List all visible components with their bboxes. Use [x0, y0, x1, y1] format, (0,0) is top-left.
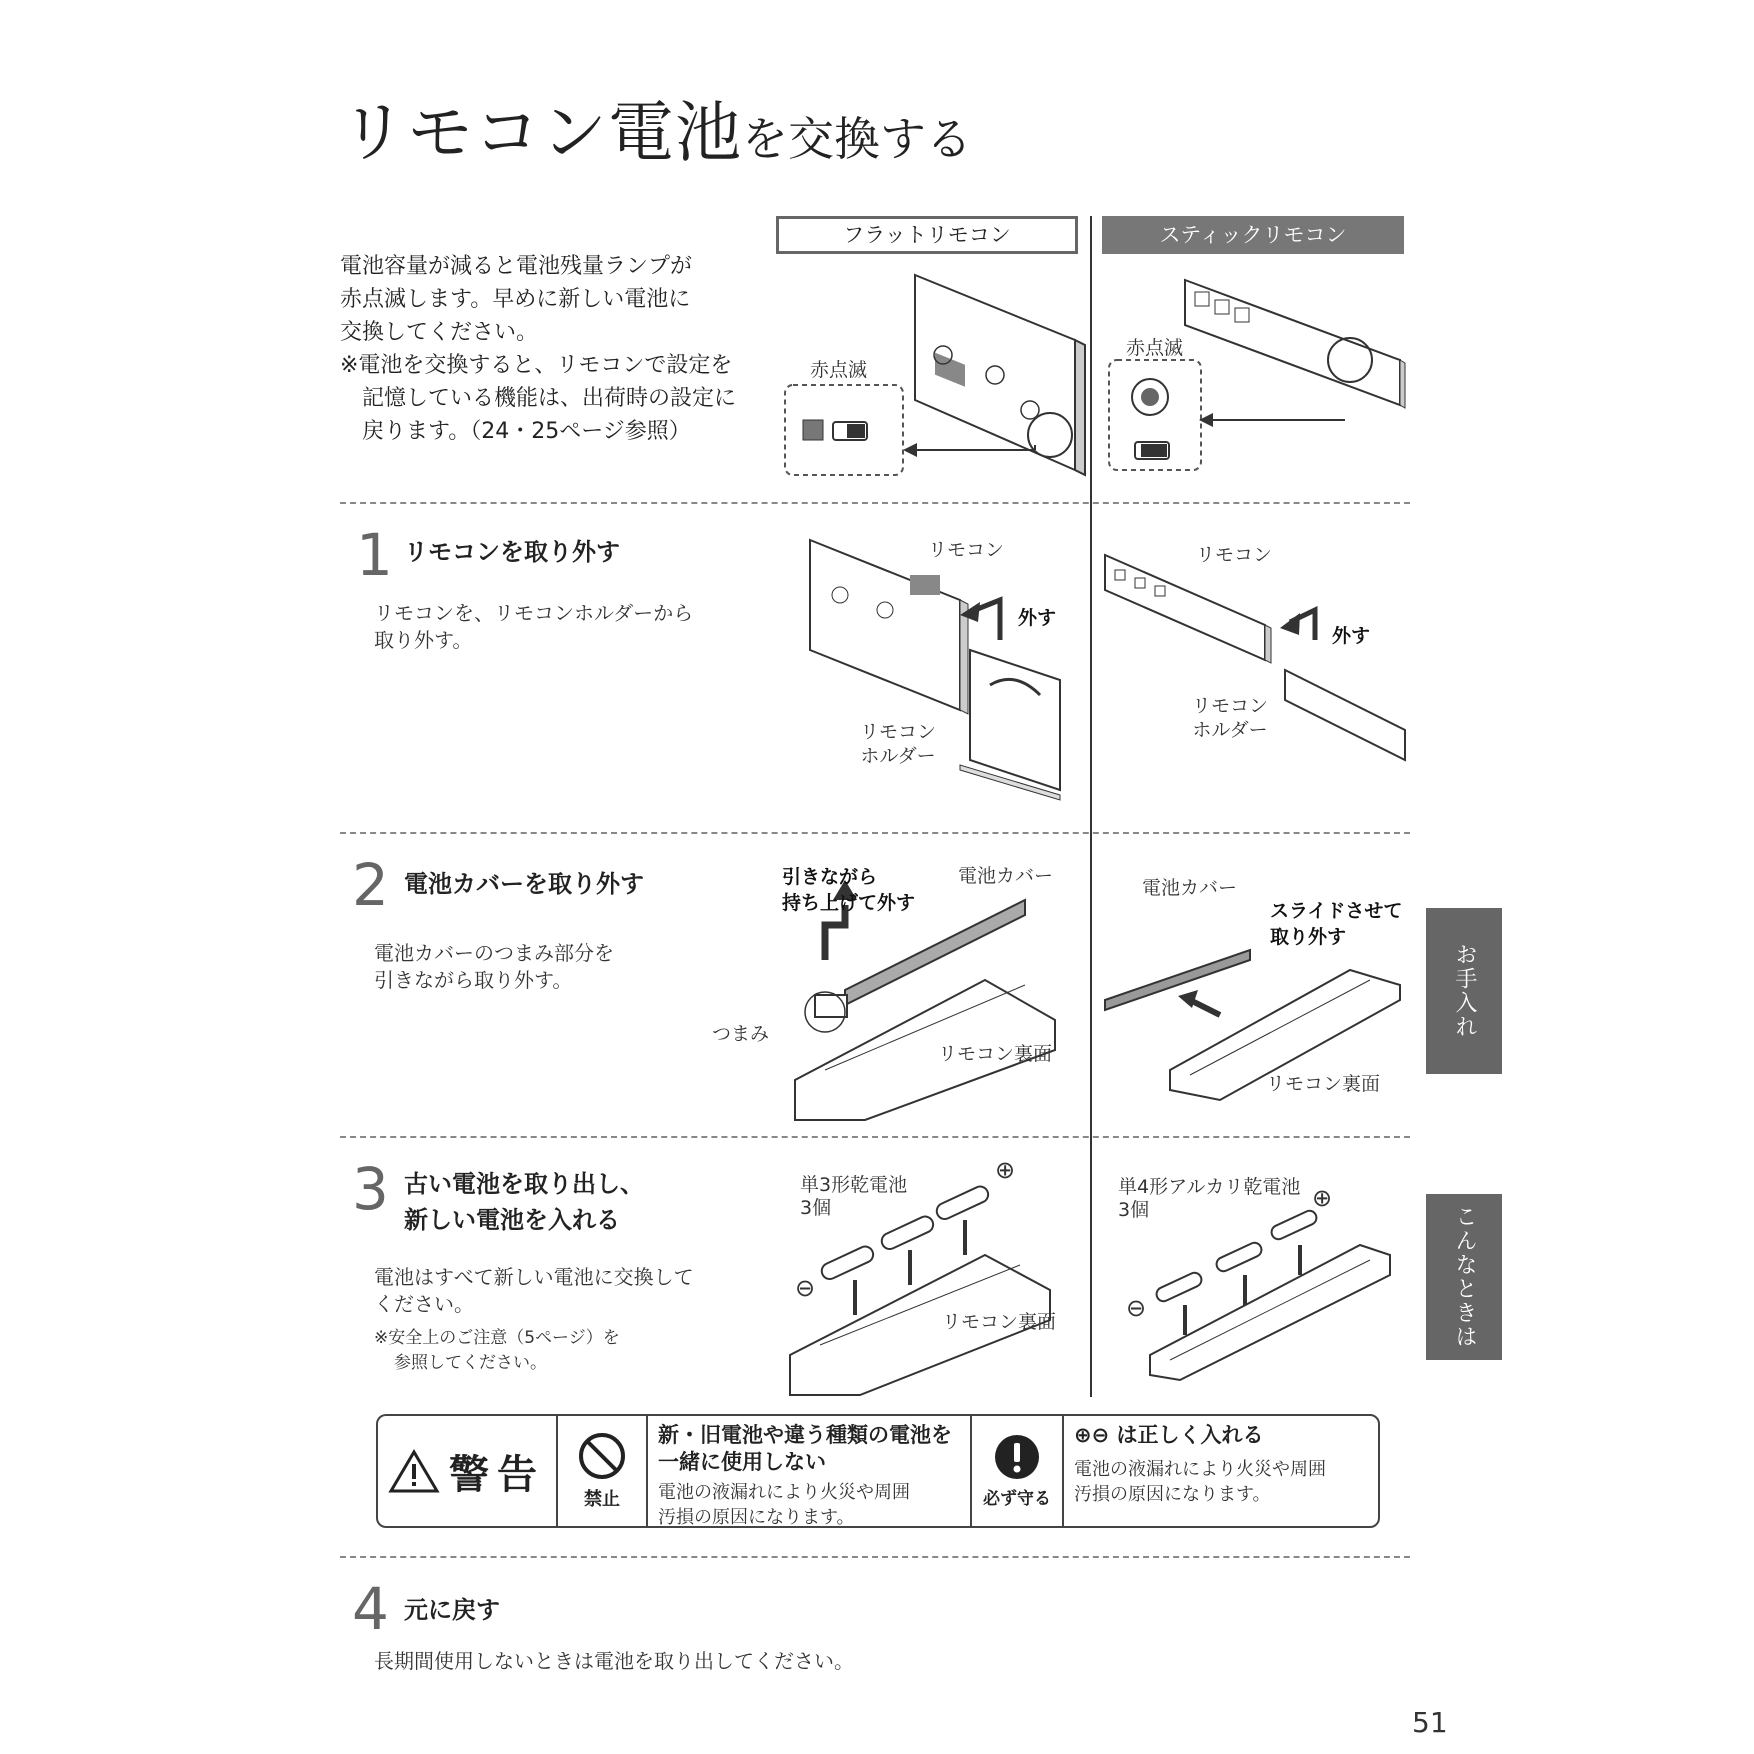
- intro-note-line: 記憶している機能は、出荷時の設定に: [362, 386, 737, 411]
- step1-title: リモコンを取り外す: [404, 538, 620, 566]
- step3-stick-plus-icon: ⊕: [1312, 1184, 1333, 1212]
- page-title: [340, 94, 972, 171]
- step2-flat-action-label: [782, 864, 915, 916]
- step3-note: [374, 1326, 620, 1376]
- step2-flat-back-label: リモコン裏面: [938, 1043, 1053, 1065]
- intro-note-line: ※電池を交換すると、リモコンで設定を: [340, 353, 733, 378]
- must-desc-line: 電池の液漏れにより火災や周囲: [1074, 1459, 1326, 1480]
- intro-line: 交換してください。: [340, 320, 539, 345]
- must-desc-line: 汚損の原因になります。: [1074, 1484, 1271, 1505]
- step1-desc-line: リモコンを、リモコンホルダーから: [374, 601, 694, 625]
- prohibit-desc-line: 電池の液漏れにより火災や周囲: [658, 1482, 910, 1503]
- step3-desc: [374, 1264, 694, 1318]
- intro-line: 赤点滅します。早めに新しい電池に: [340, 287, 691, 312]
- step1-stick-holder-label: [1192, 694, 1268, 742]
- must-label: 必ず守る: [983, 1488, 1051, 1509]
- tab-stick-remocon: スティックリモコン: [1102, 216, 1404, 254]
- prohibit-label: 禁止: [584, 1489, 620, 1510]
- step1-desc: [374, 600, 693, 654]
- warning-box: [376, 1414, 1380, 1528]
- step2-flat-illustration: [785, 880, 1065, 1120]
- step3-title-line: 古い電池を取り出し、: [404, 1170, 644, 1198]
- step1-stick-remocon-label: リモコン: [1196, 544, 1273, 566]
- step3-stick-illustration: [1120, 1200, 1390, 1380]
- flat-blink-label: 赤点滅: [810, 359, 868, 381]
- prohibit-icon-cell: [558, 1416, 648, 1526]
- step2-stick-action-label: [1270, 898, 1402, 950]
- stick-remote-illustration: [1105, 270, 1415, 480]
- step3-title: [404, 1166, 644, 1238]
- page-number: 51: [1412, 1706, 1448, 1739]
- prohibit-desc-line: 汚損の原因になります。: [658, 1507, 855, 1528]
- step1-desc-line: 取り外す。: [374, 628, 473, 652]
- step3-title-line: 新しい電池を入れる: [404, 1206, 620, 1234]
- step4-title: 元に戻す: [404, 1596, 500, 1624]
- prohibit-desc: [658, 1480, 960, 1530]
- battery-line: 3個: [1118, 1199, 1150, 1221]
- action-line: 引きながら: [782, 866, 878, 888]
- step3-stick-battery-label: [1118, 1176, 1300, 1222]
- title-sub: を交換する: [742, 112, 972, 166]
- warning-label: 警告: [449, 1451, 545, 1498]
- intro-note-line: 戻ります。（24・25ページ参照）: [362, 419, 691, 444]
- step2-stick-cover-label: 電池カバー: [1142, 877, 1238, 899]
- action-line: 持ち上げて外す: [782, 892, 916, 914]
- exclamation-icon: [994, 1434, 1040, 1480]
- step3-note-line: ※安全上のご注意（5ページ）を: [374, 1328, 620, 1348]
- step3-flat-plus-icon: ⊕: [995, 1156, 1016, 1184]
- battery-line: 単4形アルカリ乾電池: [1118, 1176, 1301, 1198]
- warning-title-cell: [378, 1416, 558, 1526]
- step3-flat-back-label: リモコン裏面: [942, 1311, 1057, 1333]
- holder-line: ホルダー: [860, 745, 936, 767]
- step1-flat-remove-label: 外す: [1018, 607, 1057, 629]
- must-icon-cell: [972, 1416, 1064, 1526]
- side-tab-care[interactable]: お手入れ: [1426, 908, 1502, 1074]
- step2-desc-line: 電池カバーのつまみ部分を: [374, 941, 614, 965]
- intro-note: [340, 349, 736, 448]
- divider: [340, 832, 1410, 834]
- step2-number: 2: [352, 851, 389, 919]
- step3-desc-line: 電池はすべて新しい電池に交換して: [374, 1265, 694, 1289]
- prohibit-title-line: 新・旧電池や違う種類の電池を: [658, 1423, 952, 1447]
- step3-flat-minus-icon: ⊖: [795, 1274, 816, 1302]
- step3-note-line: 参照してください。: [394, 1353, 547, 1373]
- tab-flat-remocon: フラットリモコン: [776, 216, 1078, 254]
- step3-flat-battery-label: [800, 1174, 907, 1220]
- side-tab-trouble[interactable]: こんなときは: [1426, 1194, 1502, 1360]
- step2-flat-knob-label: つまみ: [712, 1023, 770, 1045]
- divider: [340, 502, 1410, 504]
- step3-desc-line: ください。: [374, 1292, 474, 1316]
- stick-blink-label: 赤点滅: [1126, 337, 1184, 359]
- step1-flat-holder-label: [860, 720, 936, 768]
- step4-desc: 長期間使用しないときは電池を取り出してください。: [374, 1649, 854, 1673]
- step2-stick-back-label: リモコン裏面: [1266, 1073, 1381, 1095]
- step2-flat-cover-label: 電池カバー: [958, 865, 1054, 887]
- holder-line: リモコン: [1192, 695, 1269, 717]
- step1-flat-illustration: [810, 530, 1070, 800]
- step4-number: 4: [352, 1575, 389, 1643]
- must-text-cell: [1064, 1416, 1378, 1526]
- holder-line: ホルダー: [1192, 719, 1268, 741]
- action-line: スライドさせて: [1270, 900, 1403, 922]
- prohibit-title: [658, 1422, 960, 1476]
- battery-line: 単3形乾電池: [800, 1174, 908, 1196]
- intro-text: [340, 250, 736, 448]
- battery-line: 3個: [800, 1197, 832, 1219]
- prohibit-icon: [577, 1431, 627, 1481]
- title-main: リモコン電池: [340, 94, 742, 171]
- step2-desc: [374, 940, 614, 994]
- step1-number: 1: [356, 521, 393, 589]
- step3-number: 3: [352, 1155, 389, 1223]
- holder-line: リモコン: [860, 721, 937, 743]
- step2-desc-line: 引きながら取り外す。: [374, 968, 573, 992]
- must-desc: [1074, 1457, 1368, 1507]
- step1-stick-remove-label: 外す: [1332, 625, 1371, 647]
- intro-line: 電池容量が減ると電池残量ランプが: [340, 254, 693, 279]
- prohibit-title-line: 一緒に使用しない: [658, 1450, 826, 1474]
- divider: [340, 1136, 1410, 1138]
- step3-stick-minus-icon: ⊖: [1126, 1294, 1147, 1322]
- divider: [340, 1556, 1410, 1558]
- prohibit-text-cell: [648, 1416, 972, 1526]
- step2-title: 電池カバーを取り外す: [404, 870, 644, 898]
- must-title: ⊕⊖ は正しく入れる: [1074, 1423, 1264, 1447]
- action-line: 取り外す: [1270, 926, 1347, 948]
- step1-flat-remocon-label: リモコン: [928, 539, 1005, 561]
- warning-triangle-icon: [389, 1449, 439, 1493]
